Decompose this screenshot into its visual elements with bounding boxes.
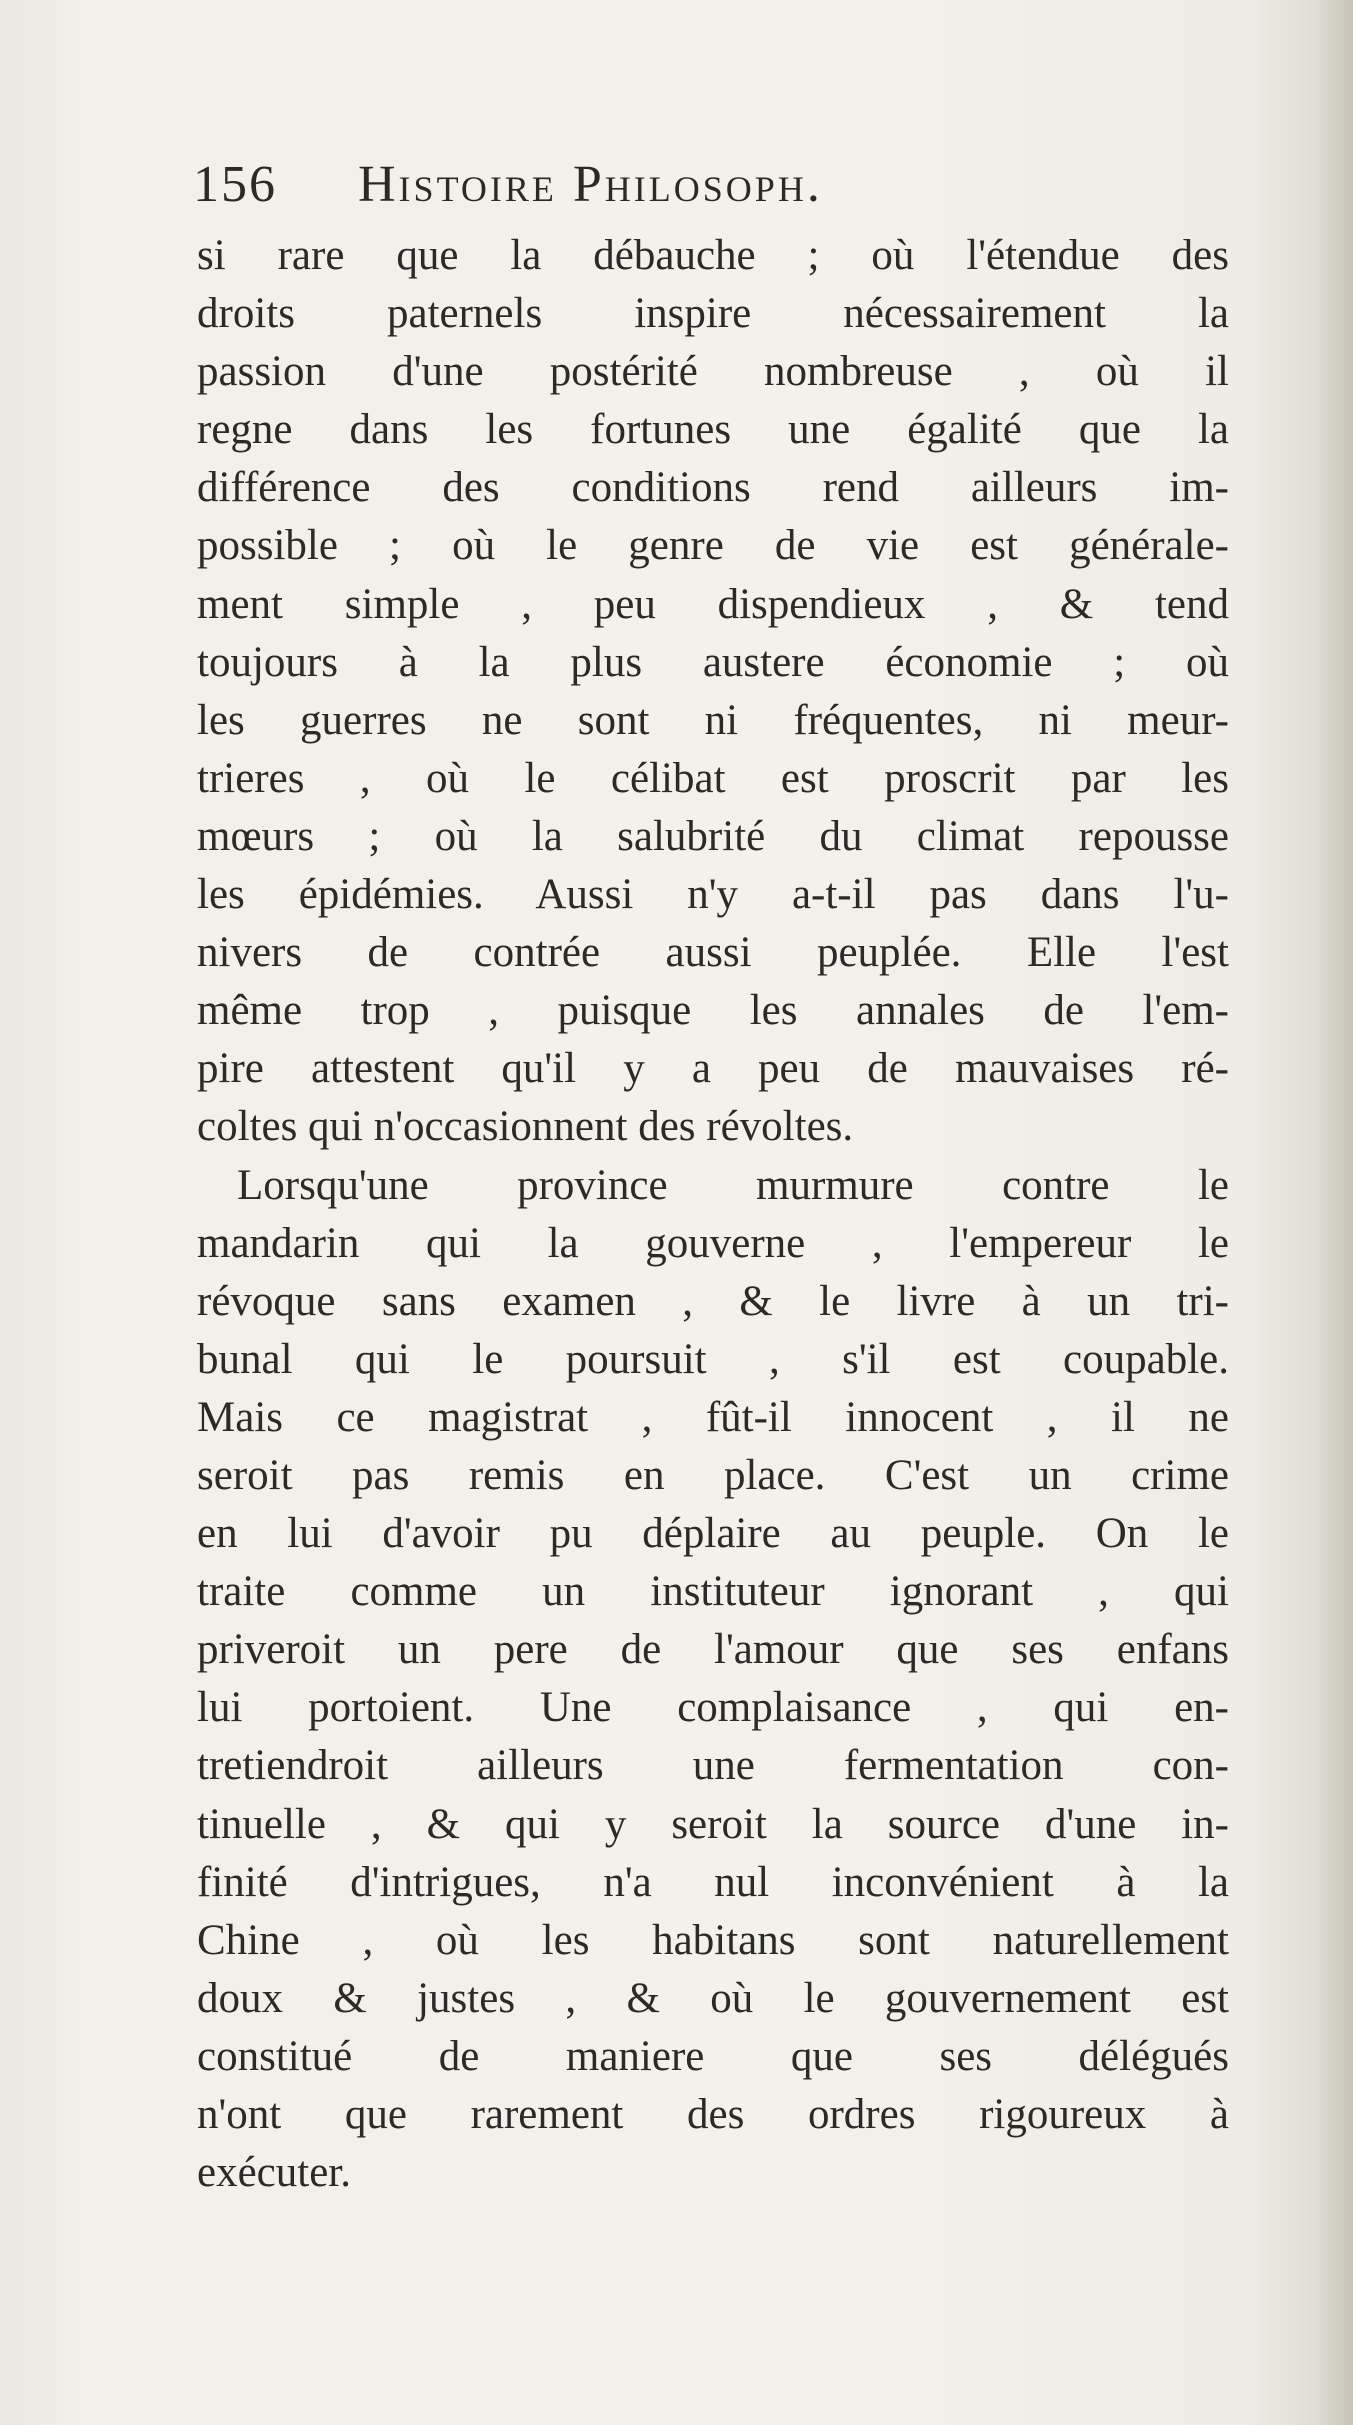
- page-header: [193, 150, 1173, 220]
- text-line: les épidémies. Aussi n'y a-t-il pas dans l'u-: [197, 871, 1229, 919]
- text-line: toujours à la plus austere économie ; où: [197, 638, 1229, 686]
- text-line: Mais ce magistrat , fût-il innocent , il ne: [197, 1393, 1229, 1441]
- text-line: constitué de maniere que ses délégués: [197, 2032, 1229, 2080]
- text-line: révoque sans examen , & le livre à un tri-: [197, 1277, 1229, 1325]
- text-line: droits paternels inspire nécessairement la: [197, 290, 1229, 338]
- text-line: pire attestent qu'il y a peu de mauvaises ré-: [197, 1045, 1229, 1093]
- paragraph-1: [197, 227, 1229, 1157]
- text-line: même trop , puisque les annales de l'em-: [197, 987, 1229, 1035]
- body-text: [197, 227, 1229, 2202]
- page-number: 156: [193, 156, 277, 213]
- text-line: nivers de contrée aussi peuplée. Elle l'est: [197, 929, 1229, 977]
- text-line: seroit pas remis en place. C'est un crime: [197, 1451, 1229, 1499]
- text-line: n'ont que rarement des ordres rigoureux à: [197, 2091, 1229, 2138]
- paragraph-2: [197, 1157, 1229, 2203]
- text-line: bunal qui le poursuit , s'il est coupable.: [197, 1335, 1229, 1383]
- text-line: Chine , où les habitans sont naturellement: [197, 1916, 1229, 1964]
- text-line: les guerres ne sont ni fréquentes, ni meur-: [197, 696, 1229, 744]
- text-line: mandarin qui la gouverne , l'empereur le: [197, 1219, 1229, 1267]
- text-line: tretiendroit ailleurs une fermentation con-: [197, 1742, 1229, 1790]
- text-line: exécuter.: [197, 2149, 351, 2197]
- text-line: si rare que la débauche ; où l'étendue des: [197, 232, 1229, 279]
- text-line: coltes qui n'occasionnent des révoltes.: [197, 1103, 854, 1151]
- text-line: lui portoient. Une complaisance , qui en-: [197, 1684, 1229, 1732]
- text-line: priveroit un pere de l'amour que ses enfans: [197, 1626, 1229, 1674]
- text-line: finité d'intrigues, n'a nul inconvénient à la: [197, 1858, 1229, 1906]
- text-line: regne dans les fortunes une égalité que la: [197, 406, 1229, 454]
- text-line: différence des conditions rend ailleurs im-: [197, 464, 1229, 512]
- text-line: traite comme un instituteur ignorant , qui: [197, 1568, 1229, 1616]
- text-line: en lui d'avoir pu déplaire au peuple. On le: [197, 1510, 1229, 1558]
- text-line: mœurs ; où la salubrité du climat repousse: [197, 812, 1229, 860]
- text-line: passion d'une postérité nombreuse , où il: [197, 348, 1229, 396]
- running-head: Histoire Philosoph.: [358, 156, 823, 213]
- text-line: doux & justes , & où le gouvernement est: [197, 1974, 1229, 2022]
- text-line: trieres , où le célibat est proscrit par les: [197, 754, 1229, 802]
- text-line: Lorsqu'une province murmure contre le: [237, 1161, 1229, 1209]
- text-line: ment simple , peu dispendieux , & tend: [197, 580, 1229, 628]
- text-line: possible ; où le genre de vie est générale-: [197, 522, 1229, 570]
- text-line: tinuelle , & qui y seroit la source d'une in-: [197, 1800, 1229, 1848]
- page-edge-shadow: [1315, 0, 1353, 2425]
